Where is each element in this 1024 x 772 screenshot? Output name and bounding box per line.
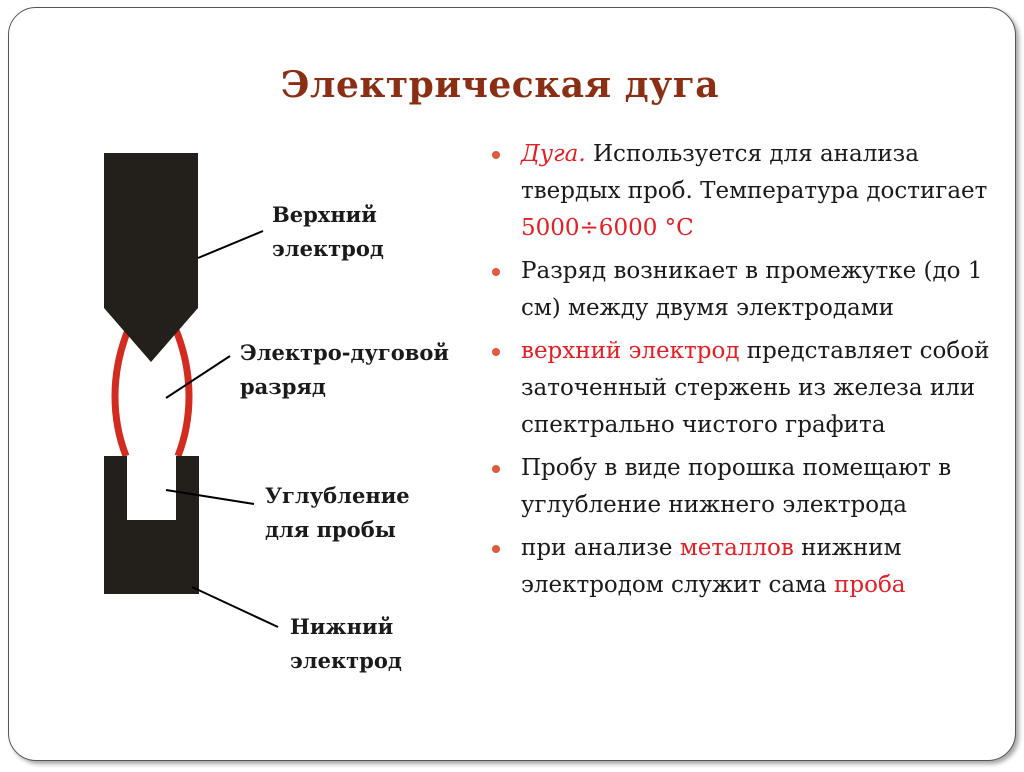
bullet-run: проба — [834, 572, 906, 598]
bullet-text — [521, 455, 951, 518]
label-sample-cavity — [265, 479, 410, 547]
bullet-text — [521, 535, 906, 598]
arc-discharge-right — [176, 330, 189, 456]
bullet-text — [521, 141, 987, 241]
slide-title: Электрическая дуга — [280, 64, 720, 106]
bullet-item — [492, 530, 1012, 604]
label-sample-cavity-line1: Углубление — [265, 483, 410, 508]
bullet-text — [521, 338, 989, 438]
label-upper-electrode-line1: Верхний — [272, 202, 377, 227]
bullet-run: Используется для анализа твердых проб. Температура достигает — [521, 141, 988, 204]
label-lower-electrode — [290, 610, 402, 678]
upper-electrode — [104, 153, 198, 362]
bullet-run: Дуга. — [521, 141, 586, 167]
bullet-dot-icon — [492, 545, 500, 553]
label-lower-electrode-line2: электрод — [290, 648, 402, 673]
label-arc-discharge-line1: Электро-дуговой — [240, 340, 449, 365]
bullet-run: Разряд возникает в промежутке (до 1 см) между двумя электродами — [521, 258, 983, 321]
bullet-item — [492, 333, 1012, 444]
label-upper-electrode-line2: электрод — [272, 236, 384, 261]
leader-line-arc — [166, 356, 230, 398]
bullet-dot-icon — [492, 268, 500, 276]
bullet-item — [492, 136, 1012, 247]
bullet-dot-icon — [492, 348, 500, 356]
bullet-text — [521, 258, 982, 321]
bullet-run: Пробу в виде порошка помещают в углубление нижнего электрода — [521, 455, 952, 518]
label-arc-discharge — [240, 336, 449, 404]
bullet-list — [492, 136, 1012, 610]
bullet-run: при анализе — [521, 535, 680, 561]
bullet-item — [492, 450, 1012, 524]
bullet-run: нижним электродом служит сама — [521, 535, 902, 598]
bullet-dot-icon — [492, 465, 500, 473]
label-upper-electrode — [272, 198, 384, 266]
bullet-run: верхний электрод — [521, 338, 740, 364]
bullet-run: представляет собой заточенный стержень из железа или спектрально чистого графита — [521, 338, 990, 438]
bullet-run: 5000÷6000 °С — [521, 215, 694, 241]
leader-line-upper-electrode — [198, 231, 263, 258]
sample-cavity — [127, 456, 176, 520]
bullet-dot-icon — [492, 151, 500, 159]
leader-line-lower-electrode — [192, 587, 278, 627]
label-sample-cavity-line2: для пробы — [265, 517, 396, 542]
label-arc-discharge-line2: разряд — [240, 374, 326, 399]
bullet-run: металлов — [679, 535, 794, 561]
arc-discharge-left — [115, 330, 128, 456]
bullet-item — [492, 253, 1012, 327]
label-lower-electrode-line1: Нижний — [290, 614, 394, 639]
